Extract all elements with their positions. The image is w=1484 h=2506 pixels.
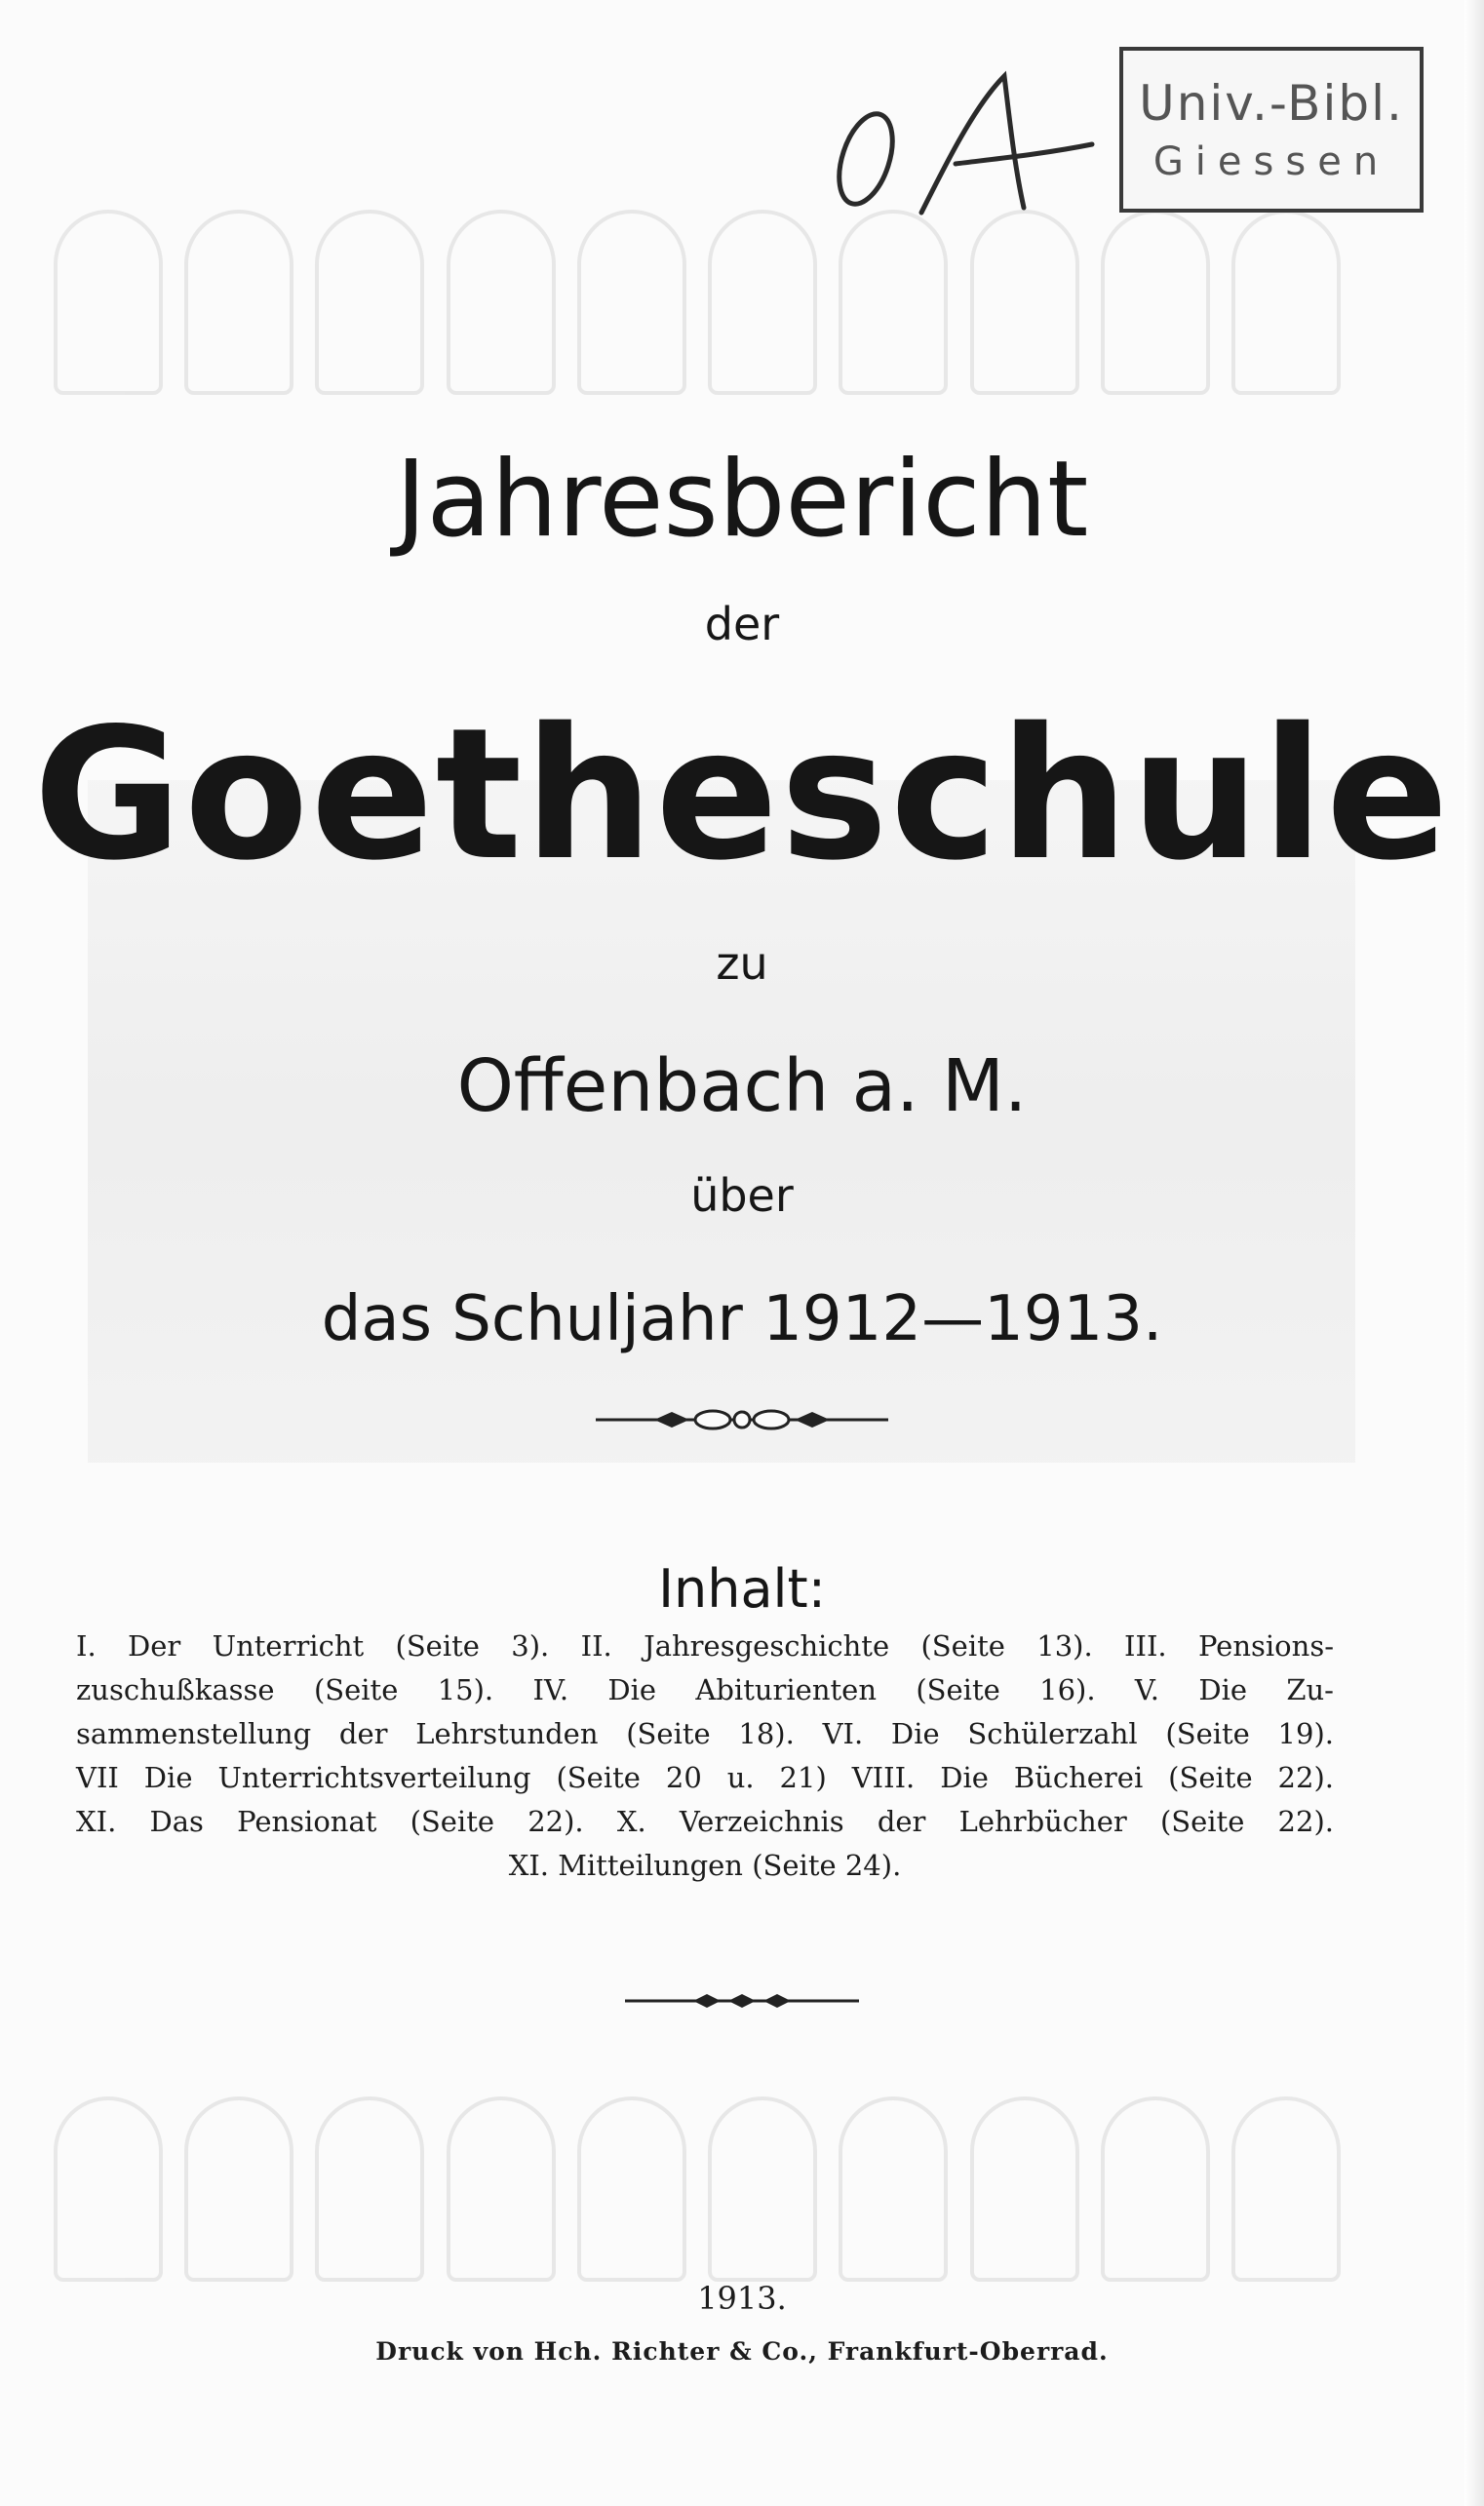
school-name: Goetheschule [33,688,1451,900]
school-year: das Schuljahr 1912—1913. [321,1283,1163,1355]
printer-imprint: Druck von Hch. Richter & Co., Frankfurt-Oberrad. [375,2337,1109,2366]
publication-year: 1913. [697,2280,787,2317]
stamp-line-2: Giessen [1152,139,1390,184]
article-der: der [704,598,780,650]
contents-line-1: I. Der Unterricht (Seite 3). II. Jahresgeschichte (Seite 13). III. Pensions- [76,1629,1334,1663]
contents-line-4: VII Die Unterrichtsverteilung (Seite 20 u. 21) VIII. Die Bücherei (Seite 22). [76,1761,1334,1794]
preposition-zu: zu [716,937,768,990]
library-stamp [1119,47,1424,213]
contents-line-3: sammenstellung der Lehrstunden (Seite 18). VI. Die Schülerzahl (Seite 19). [76,1717,1334,1750]
contents-heading: Inhalt: [658,1558,826,1620]
contents-line-2: zuschußkasse (Seite 15). IV. Die Abiturienten (Seite 16). V. Die Zu- [76,1673,1334,1706]
scan-edge-shadow [1464,0,1484,2506]
handwritten-shelfmark [829,66,1102,232]
bleedthrough-ornament-bottom [54,2096,1341,2282]
place-name: Offenbach a. M. [456,1044,1028,1128]
bleedthrough-ornament-top [54,210,1341,395]
contents-line-6: XI. Mitteilungen (Seite 24). [508,1849,902,1882]
contents-line-5: XI. Das Pensionat (Seite 22). X. Verzeichnis der Lehrbücher (Seite 22). [76,1805,1334,1838]
ornamental-divider-icon [596,1400,888,1439]
preposition-ueber: über [690,1169,794,1222]
report-title: Jahresbericht [395,439,1089,561]
stamp-line-1: Univ.-Bibl. [1139,75,1404,132]
small-divider-icon [596,1981,888,2020]
